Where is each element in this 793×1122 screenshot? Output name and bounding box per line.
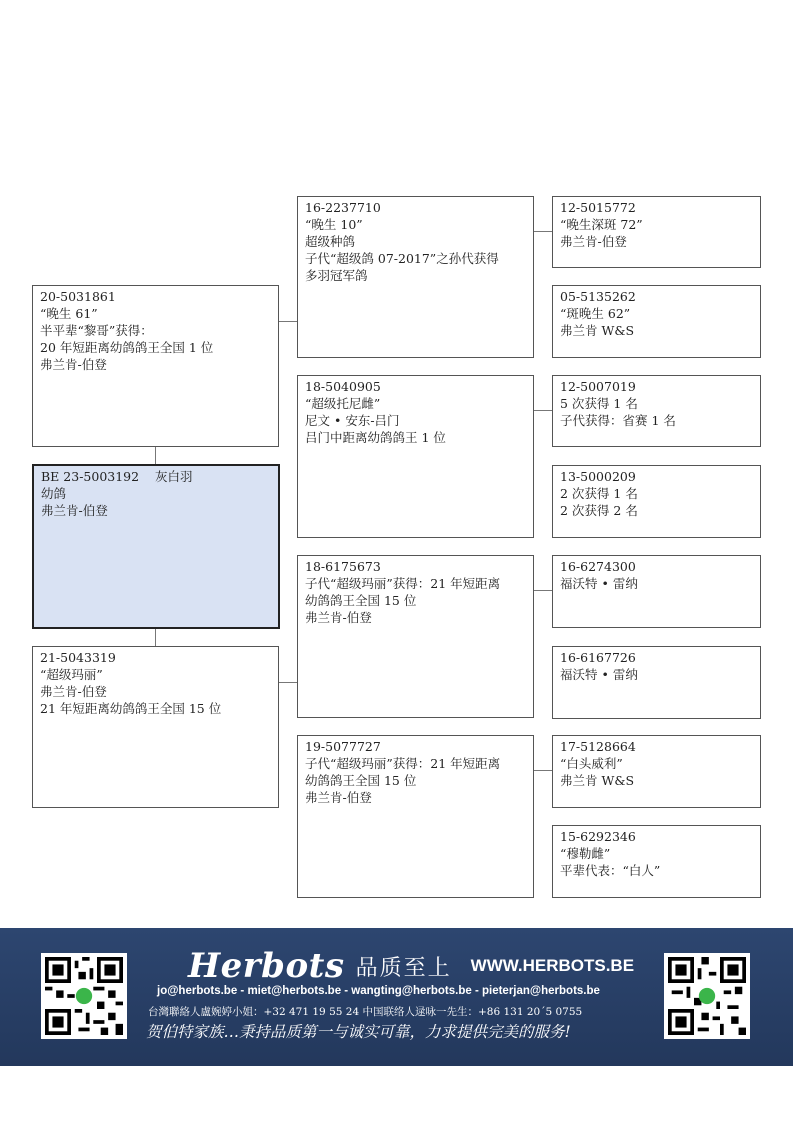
- note: 2 次获得 2 名: [560, 503, 638, 518]
- breeder: 尼文 • 安东-吕门: [305, 413, 400, 428]
- ds-sire-box: [552, 555, 761, 628]
- connector: [155, 446, 156, 465]
- note: 子代“超级玛丽”获得：21 年短距离: [305, 576, 501, 591]
- dam-dam-box: [297, 735, 534, 898]
- note: 子代“超级鸽 07-2017”之孙代获得: [305, 251, 499, 266]
- breeder: 弗兰肯-伯登: [560, 234, 627, 249]
- email-list[interactable]: jo@herbots.be - miet@herbots.be - wangting@herbots.be - pieterjan@herbots.be: [157, 985, 600, 997]
- breeder: 弗兰肯-伯登: [40, 357, 107, 372]
- pigeon-name: “晚生 61”: [40, 306, 98, 321]
- ss-dam-box: [552, 285, 761, 358]
- ring-number: 20-5031861: [40, 289, 116, 304]
- note: 多羽冠军鸽: [305, 268, 368, 283]
- qr-code-icon: [668, 957, 746, 1035]
- ring-number: 18-6175673: [305, 559, 381, 574]
- note: 5 次获得 1 名: [560, 396, 638, 411]
- pigeon-name: “白头威利”: [560, 756, 623, 771]
- ring-number: 19-5077727: [305, 739, 381, 754]
- connector: [155, 627, 156, 646]
- pigeon-name: “斑晚生 62”: [560, 306, 631, 321]
- pigeon-name: “超级玛丽”: [40, 667, 103, 682]
- note: 子代“超级玛丽”获得：21 年短距离: [305, 756, 501, 771]
- breeder: 弗兰肯-伯登: [41, 503, 108, 518]
- pigeon-name: “晚生深斑 72”: [560, 217, 643, 232]
- dd-dam-box: [552, 825, 761, 898]
- breeder: 福沃特 • 雷纳: [560, 667, 638, 682]
- connector: [278, 682, 297, 683]
- note: 超级种鸽: [305, 234, 356, 249]
- breeder: 弗兰肯-伯登: [305, 790, 372, 805]
- sd-dam-box: [552, 465, 761, 538]
- website-link[interactable]: WWW.HERBOTS.BE: [470, 956, 635, 975]
- qr-code-line[interactable]: [41, 953, 127, 1039]
- ring-number: BE 23-5003192 灰白羽: [41, 469, 193, 484]
- ring-number: 05-5135262: [560, 289, 636, 304]
- ring-number: 15-6292346: [560, 829, 636, 844]
- pigeon-name: “晚生 10”: [305, 217, 363, 232]
- dd-sire-box: [552, 735, 761, 808]
- ds-dam-box: [552, 646, 761, 719]
- phone-contacts: 台灣聯絡人盧婉婷小姐：+32 471 19 55 24 中国联络人逯咏一先生：+86 131 20´5 0755: [148, 1006, 583, 1018]
- dam-sire-box: [297, 555, 534, 718]
- breeder: 福沃特 • 雷纳: [560, 576, 638, 591]
- connector: [533, 590, 552, 591]
- ring-number: 21-5043319: [40, 650, 116, 665]
- ring-number: 16-6274300: [560, 559, 636, 574]
- dam-box: [32, 646, 279, 808]
- pigeon-name: “超级托尼雌”: [305, 396, 381, 411]
- slogan: 品质至上: [355, 955, 452, 981]
- note: 半平辈“黎哥”获得：: [40, 323, 153, 338]
- pigeon-name: “穆勒雌”: [560, 846, 611, 861]
- sire-sire-box: [297, 196, 534, 358]
- ring-number: 16-6167726: [560, 650, 636, 665]
- note: 平辈代表：“白人”: [560, 863, 661, 878]
- qr-code-icon: [45, 957, 123, 1035]
- ring-number: 12-5007019: [560, 379, 636, 394]
- ss-sire-box: [552, 196, 761, 268]
- note: 21 年短距离幼鸽鸽王全国 15 位: [40, 701, 222, 716]
- ring-number: 13-5000209: [560, 469, 636, 484]
- note: 子代获得：省赛 1 名: [560, 413, 676, 428]
- brand-header: [188, 946, 634, 986]
- breeder: 弗兰肯 W&S: [560, 773, 635, 788]
- breeder: 弗兰肯-伯登: [305, 610, 372, 625]
- ring-number: 12-5015772: [560, 200, 636, 215]
- herbots-logo: Herbots: [188, 946, 345, 986]
- connector: [533, 410, 552, 411]
- note: 2 次获得 1 名: [560, 486, 638, 501]
- connector: [533, 770, 552, 771]
- breeder: 弗兰肯-伯登: [40, 684, 107, 699]
- motto: 贺伯特家族…秉持品质第一与诚实可靠，力求提供完美的服务!: [146, 1023, 571, 1041]
- note: 幼鸽鸽王全国 15 位: [305, 593, 417, 608]
- connector: [278, 321, 297, 322]
- note: 幼鸽鸽王全国 15 位: [305, 773, 417, 788]
- note: 吕门中距离幼鸽鸽王 1 位: [305, 430, 446, 445]
- qr-code-wechat[interactable]: [664, 953, 750, 1039]
- sd-sire-box: [552, 375, 761, 447]
- connector: [533, 231, 552, 232]
- category: 幼鸽: [41, 486, 67, 501]
- sire-dam-box: [297, 375, 534, 538]
- sire-box: [32, 285, 279, 447]
- breeder: 弗兰肯 W&S: [560, 323, 635, 338]
- main-pigeon-box: [32, 464, 280, 629]
- footer-banner: [0, 928, 793, 1066]
- ring-number: 18-5040905: [305, 379, 381, 394]
- note: 20 年短距离幼鸽鸽王全国 1 位: [40, 340, 214, 355]
- ring-number: 17-5128664: [560, 739, 636, 754]
- ring-number: 16-2237710: [305, 200, 381, 215]
